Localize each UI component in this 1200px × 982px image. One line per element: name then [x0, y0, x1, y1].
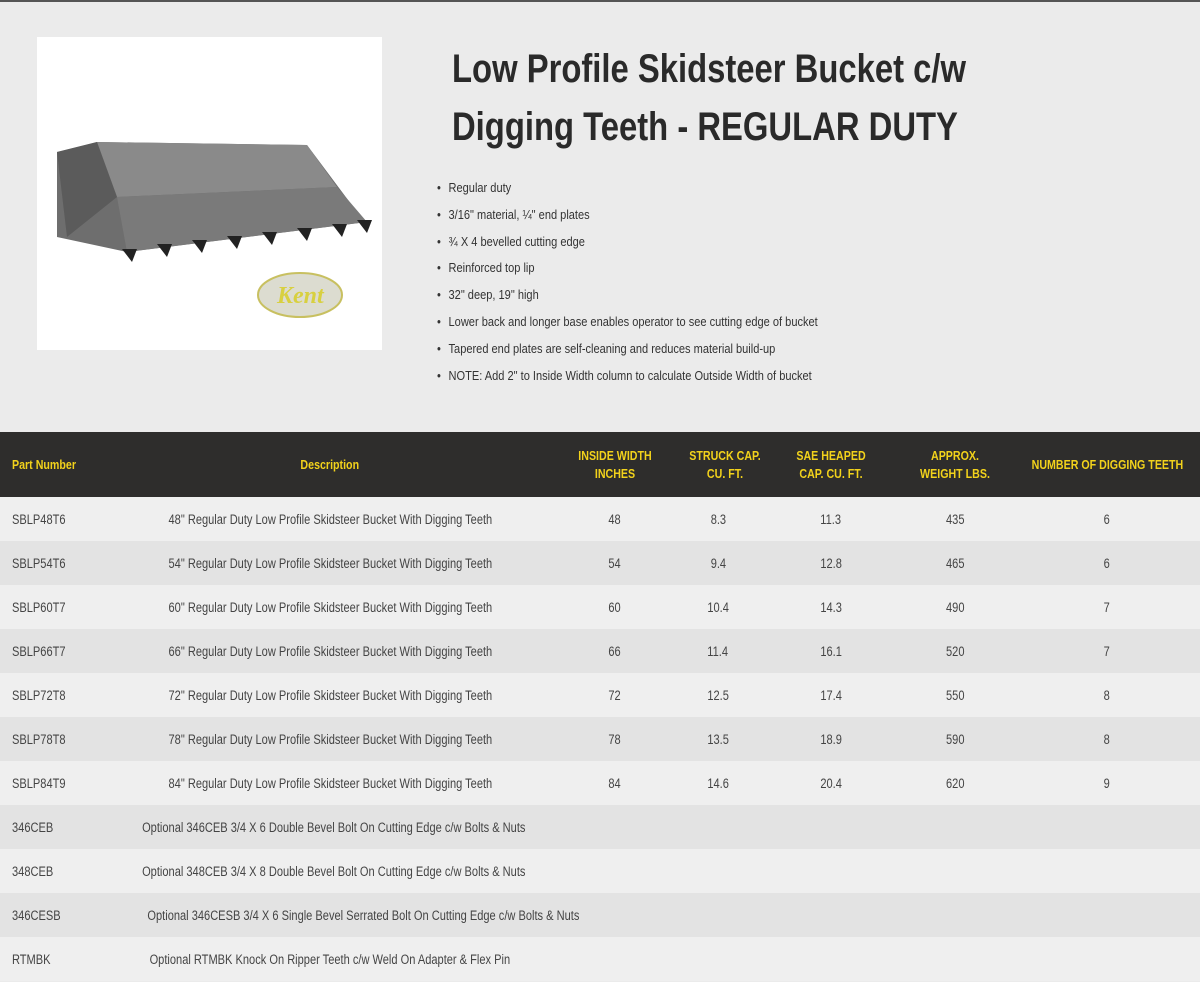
cell-text: Optional 348CEB 3/4 X 8 Double Bevel Bolt On Cutting Edge c/w Bolts & Nuts	[142, 863, 526, 879]
table-row	[0, 805, 1200, 849]
cell-text: 8	[1103, 731, 1111, 747]
feature-item: • 3/16" material, ¼" end plates	[437, 205, 818, 232]
table-row	[0, 673, 1200, 717]
feature-item: • Regular duty	[437, 178, 818, 205]
top-border	[0, 0, 1200, 2]
title-line-1: Low Profile Skidsteer Bucket c/w	[452, 47, 967, 91]
cell-struck-capacity	[670, 585, 766, 629]
cell-weight	[896, 629, 1014, 673]
feature-item: • NOTE: Add 2" to Inside Width column to calculate Outside Width of bucket	[437, 366, 818, 393]
cell-text: 490	[945, 599, 965, 615]
cell-inside-width	[560, 541, 670, 585]
cell-heaped-capacity	[766, 937, 896, 981]
cell-text: 550	[945, 687, 965, 703]
cell-struck-capacity	[670, 541, 766, 585]
cell-text: SBLP78T8	[12, 731, 66, 747]
table-header	[0, 432, 1200, 497]
cell-weight	[896, 893, 1014, 937]
cell-heaped-capacity	[766, 849, 896, 893]
cell-text: 78	[608, 731, 622, 747]
cell-part-number	[0, 717, 100, 761]
cell-text: 18.9	[820, 731, 842, 747]
cell-digging-teeth	[1014, 805, 1200, 849]
cell-weight	[896, 673, 1014, 717]
header-inside-width	[560, 432, 670, 497]
header-weight	[896, 432, 1014, 497]
cell-text: Optional RTMBK Knock On Ripper Teeth c/w Weld On Adapter & Flex Pin	[149, 951, 511, 967]
cell-text: 66" Regular Duty Low Profile Skidsteer Bucket With Digging Teeth	[168, 643, 492, 659]
feature-item: • Reinforced top lip	[437, 258, 818, 285]
cell-digging-teeth	[1014, 497, 1200, 541]
cell-part-number	[0, 849, 100, 893]
cell-description	[100, 937, 560, 981]
cell-text: 84	[608, 775, 622, 791]
cell-text: SBLP84T9	[12, 775, 66, 791]
cell-inside-width	[560, 629, 670, 673]
cell-text: SBLP72T8	[12, 687, 66, 703]
cell-inside-width	[560, 585, 670, 629]
feature-item: • 32" deep, 19" high	[437, 285, 818, 312]
cell-description	[100, 761, 560, 805]
cell-heaped-capacity	[766, 673, 896, 717]
cell-description	[100, 849, 560, 893]
header-description	[100, 432, 560, 497]
cell-text: SBLP48T6	[12, 511, 66, 527]
cell-struck-capacity	[670, 937, 766, 981]
cell-text: 14.6	[707, 775, 729, 791]
cell-digging-teeth	[1014, 761, 1200, 805]
cell-part-number	[0, 497, 100, 541]
header-part-number	[0, 432, 100, 497]
cell-text: SBLP66T7	[12, 643, 66, 659]
cell-text: 84" Regular Duty Low Profile Skidsteer Bucket With Digging Teeth	[168, 775, 492, 791]
header-label: NUMBER OF DIGGING TEETH	[1031, 456, 1183, 472]
cell-weight	[896, 805, 1014, 849]
cell-digging-teeth	[1014, 717, 1200, 761]
table-row	[0, 497, 1200, 541]
cell-text: 348CEB	[12, 863, 54, 879]
header-label: INSIDE WIDTH INCHES	[578, 447, 652, 481]
cell-text: 12.5	[707, 687, 729, 703]
cell-heaped-capacity	[766, 717, 896, 761]
cell-part-number	[0, 893, 100, 937]
table-row	[0, 937, 1200, 981]
cell-inside-width	[560, 805, 670, 849]
feature-item: • ¾ X 4 bevelled cutting edge	[437, 232, 818, 259]
cell-text: Optional 346CEB 3/4 X 6 Double Bevel Bolt On Cutting Edge c/w Bolts & Nuts	[142, 819, 526, 835]
cell-digging-teeth	[1014, 673, 1200, 717]
cell-text: 48" Regular Duty Low Profile Skidsteer Bucket With Digging Teeth	[168, 511, 492, 527]
cell-text: 20.4	[820, 775, 842, 791]
cell-text: SBLP60T7	[12, 599, 66, 615]
header-label: SAE HEAPED CAP. CU. FT.	[796, 447, 866, 481]
cell-heaped-capacity	[766, 805, 896, 849]
cell-struck-capacity	[670, 673, 766, 717]
feature-item: • Tapered end plates are self-cleaning and reduces material build-up	[437, 339, 818, 366]
cell-digging-teeth	[1014, 541, 1200, 585]
cell-part-number	[0, 673, 100, 717]
cell-text: 66	[608, 643, 622, 659]
cell-text: 7	[1103, 643, 1111, 659]
cell-text: 48	[608, 511, 622, 527]
product-image	[37, 37, 382, 350]
cell-text: Optional 346CESB 3/4 X 6 Single Bevel Serrated Bolt On Cutting Edge c/w Bolts & Nuts	[147, 907, 580, 923]
cell-inside-width	[560, 849, 670, 893]
cell-text: 60	[608, 599, 622, 615]
cell-text: 8.3	[710, 511, 726, 527]
cell-digging-teeth	[1014, 629, 1200, 673]
feature-item: • Lower back and longer base enables operator to see cutting edge of bucket	[437, 312, 818, 339]
cell-heaped-capacity	[766, 893, 896, 937]
cell-description	[100, 893, 580, 937]
cell-inside-width	[560, 497, 670, 541]
header-label: Part Number	[12, 456, 76, 472]
cell-digging-teeth	[1014, 585, 1200, 629]
cell-text: 11.3	[820, 511, 842, 527]
cell-struck-capacity	[670, 805, 766, 849]
cell-heaped-capacity	[766, 497, 896, 541]
cell-struck-capacity	[670, 761, 766, 805]
cell-text: 14.3	[820, 599, 842, 615]
cell-heaped-capacity	[766, 541, 896, 585]
cell-digging-teeth	[1014, 937, 1200, 981]
cell-text: 11.4	[707, 643, 729, 659]
cell-description	[100, 629, 560, 673]
cell-weight	[896, 761, 1014, 805]
cell-weight	[896, 849, 1014, 893]
cell-part-number	[0, 585, 100, 629]
cell-struck-capacity	[670, 629, 766, 673]
header-heaped-capacity	[766, 432, 896, 497]
cell-text: 54" Regular Duty Low Profile Skidsteer Bucket With Digging Teeth	[168, 555, 492, 571]
title-line-2: Digging Teeth - REGULAR DUTY	[452, 105, 958, 149]
cell-text: RTMBK	[12, 951, 51, 967]
table-row	[0, 761, 1200, 805]
table-row	[0, 849, 1200, 893]
cell-digging-teeth	[1014, 893, 1200, 937]
cell-part-number	[0, 761, 100, 805]
header-struck-capacity	[670, 432, 766, 497]
cell-part-number	[0, 937, 100, 981]
page-title	[452, 40, 1026, 156]
cell-struck-capacity	[670, 893, 766, 937]
cell-text: 72	[608, 687, 622, 703]
cell-description	[100, 673, 560, 717]
header-label: Description	[300, 456, 360, 472]
cell-description	[100, 585, 560, 629]
table-row	[0, 585, 1200, 629]
table-row	[0, 541, 1200, 585]
header-label: STRUCK CAP. CU. FT.	[689, 447, 761, 481]
cell-struck-capacity	[670, 849, 766, 893]
feature-list	[437, 178, 885, 392]
cell-part-number	[0, 541, 100, 585]
cell-heaped-capacity	[766, 761, 896, 805]
kent-logo: Kent	[277, 283, 324, 309]
cell-text: 9	[1103, 775, 1111, 791]
cell-description	[100, 541, 560, 585]
cell-heaped-capacity	[766, 585, 896, 629]
cell-weight	[896, 937, 1014, 981]
cell-text: 78" Regular Duty Low Profile Skidsteer Bucket With Digging Teeth	[168, 731, 492, 747]
cell-inside-width	[560, 761, 670, 805]
cell-heaped-capacity	[766, 629, 896, 673]
cell-part-number	[0, 805, 100, 849]
cell-description	[100, 497, 560, 541]
cell-text: 9.4	[710, 555, 726, 571]
header-label: APPROX. WEIGHT LBS.	[920, 447, 990, 481]
parts-table	[0, 432, 1200, 981]
cell-text: 520	[945, 643, 965, 659]
header-digging-teeth	[1014, 432, 1200, 497]
cell-text: 620	[945, 775, 965, 791]
cell-description	[100, 805, 560, 849]
cell-weight	[896, 585, 1014, 629]
cell-text: 435	[945, 511, 965, 527]
cell-weight	[896, 541, 1014, 585]
cell-struck-capacity	[670, 717, 766, 761]
cell-text: 13.5	[707, 731, 729, 747]
cell-text: 7	[1103, 599, 1111, 615]
cell-text: 16.1	[820, 643, 842, 659]
cell-text: 346CESB	[12, 907, 61, 923]
cell-struck-capacity	[670, 497, 766, 541]
cell-text: 590	[945, 731, 965, 747]
cell-weight	[896, 717, 1014, 761]
table-row	[0, 893, 1200, 937]
cell-digging-teeth	[1014, 849, 1200, 893]
cell-text: 6	[1103, 555, 1111, 571]
cell-weight	[896, 497, 1014, 541]
cell-text: SBLP54T6	[12, 555, 66, 571]
cell-description	[100, 717, 560, 761]
cell-inside-width	[560, 717, 670, 761]
cell-text: 72" Regular Duty Low Profile Skidsteer Bucket With Digging Teeth	[168, 687, 492, 703]
cell-text: 346CEB	[12, 819, 54, 835]
cell-inside-width	[560, 937, 670, 981]
cell-text: 54	[608, 555, 622, 571]
table-row	[0, 717, 1200, 761]
cell-part-number	[0, 629, 100, 673]
cell-text: 10.4	[707, 599, 729, 615]
cell-inside-width	[560, 673, 670, 717]
cell-text: 6	[1103, 511, 1111, 527]
cell-text: 8	[1103, 687, 1111, 703]
cell-text: 60" Regular Duty Low Profile Skidsteer Bucket With Digging Teeth	[168, 599, 492, 615]
cell-text: 465	[945, 555, 965, 571]
table-row	[0, 629, 1200, 673]
cell-text: 12.8	[820, 555, 842, 571]
cell-text: 17.4	[820, 687, 842, 703]
